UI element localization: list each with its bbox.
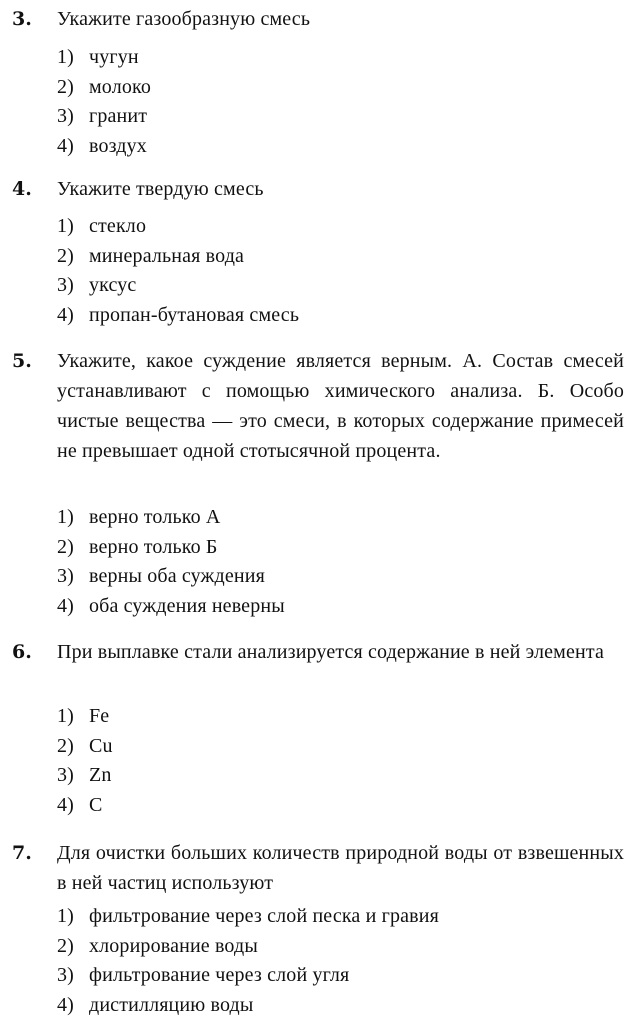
answer-option [57, 43, 624, 73]
option-number: 2) [57, 734, 74, 757]
answer-option [57, 301, 624, 331]
option-number: 2) [57, 934, 74, 957]
answer-option [57, 932, 624, 962]
answer-options [57, 503, 624, 621]
answer-options [57, 43, 624, 161]
option-text: фильтрование через слой угля [89, 964, 350, 986]
option-text: верно только А [89, 506, 221, 528]
option-number: 3) [57, 274, 74, 296]
option-text: фильтрование через слой песка и гравия [89, 905, 439, 927]
question-number: 5. [12, 350, 32, 372]
answer-option [57, 271, 624, 301]
answer-option [57, 102, 624, 132]
option-text: уксус [89, 274, 137, 296]
answer-option [57, 73, 624, 103]
answer-option [57, 592, 624, 622]
answer-option [57, 533, 624, 563]
option-text: дистилляцию воды [89, 993, 254, 1016]
option-number: 4) [57, 993, 74, 1016]
question-number: 4. [12, 178, 32, 200]
option-text: минеральная вода [89, 244, 245, 267]
option-number: 2) [57, 75, 74, 98]
answer-options [57, 902, 624, 1020]
answer-option [57, 732, 624, 762]
answer-option [57, 791, 624, 821]
option-number: 1) [57, 705, 74, 727]
answer-option [57, 902, 624, 932]
option-text: Zn [89, 764, 112, 786]
question-number: 6. [12, 641, 32, 663]
option-text: молоко [89, 75, 151, 98]
question-number: 7. [12, 842, 32, 864]
answer-option [57, 991, 624, 1021]
option-text: хлорирование воды [89, 934, 258, 957]
option-text: стекло [89, 215, 147, 237]
option-number: 1) [57, 46, 74, 68]
question-number: 3. [12, 8, 32, 30]
option-text: Cu [89, 734, 113, 757]
option-text: пропан-бутановая смесь [89, 303, 300, 326]
option-text: гранит [89, 105, 148, 127]
question-text: Для очистки больших количеств природной воды от взвешенных в ней частиц используют [57, 842, 624, 894]
answer-option [57, 212, 624, 242]
question-text: При выплавке стали анализируется содержание в ней элемента [57, 641, 604, 663]
option-number: 2) [57, 535, 74, 558]
option-number: 2) [57, 244, 74, 267]
option-number: 4) [57, 594, 74, 617]
answer-options [57, 702, 624, 820]
option-number: 1) [57, 905, 74, 927]
answer-option [57, 562, 624, 592]
option-number: 3) [57, 565, 74, 587]
option-number: 3) [57, 105, 74, 127]
option-text: Fe [89, 705, 110, 727]
question-text: Укажите твердую смесь [57, 178, 264, 200]
question-text: Укажите газообразную смесь [57, 8, 311, 30]
option-number: 4) [57, 134, 74, 157]
answer-option [57, 761, 624, 791]
option-text: оба суждения неверны [89, 594, 285, 617]
answer-options [57, 212, 624, 330]
option-text: верно только Б [89, 535, 218, 558]
option-number: 3) [57, 964, 74, 986]
option-number: 1) [57, 215, 74, 237]
option-number: 3) [57, 764, 74, 786]
option-text: верны оба суждения [89, 565, 265, 587]
option-number: 4) [57, 793, 74, 816]
answer-option [57, 702, 624, 732]
option-text: воздух [89, 134, 147, 157]
option-number: 4) [57, 303, 74, 326]
answer-option [57, 503, 624, 533]
question-text: Укажите, какое суждение является верным. А. Состав смесей устанавливают с помощью химического анализа. Б. Особо чистые вещества — это смеси, в которых содержание примесей не превышает одной стотысячной процента. [57, 350, 624, 462]
answer-option [57, 132, 624, 162]
answer-option [57, 242, 624, 272]
answer-option [57, 961, 624, 991]
option-text: C [89, 793, 103, 816]
option-text: чугун [89, 46, 139, 68]
option-number: 1) [57, 506, 74, 528]
